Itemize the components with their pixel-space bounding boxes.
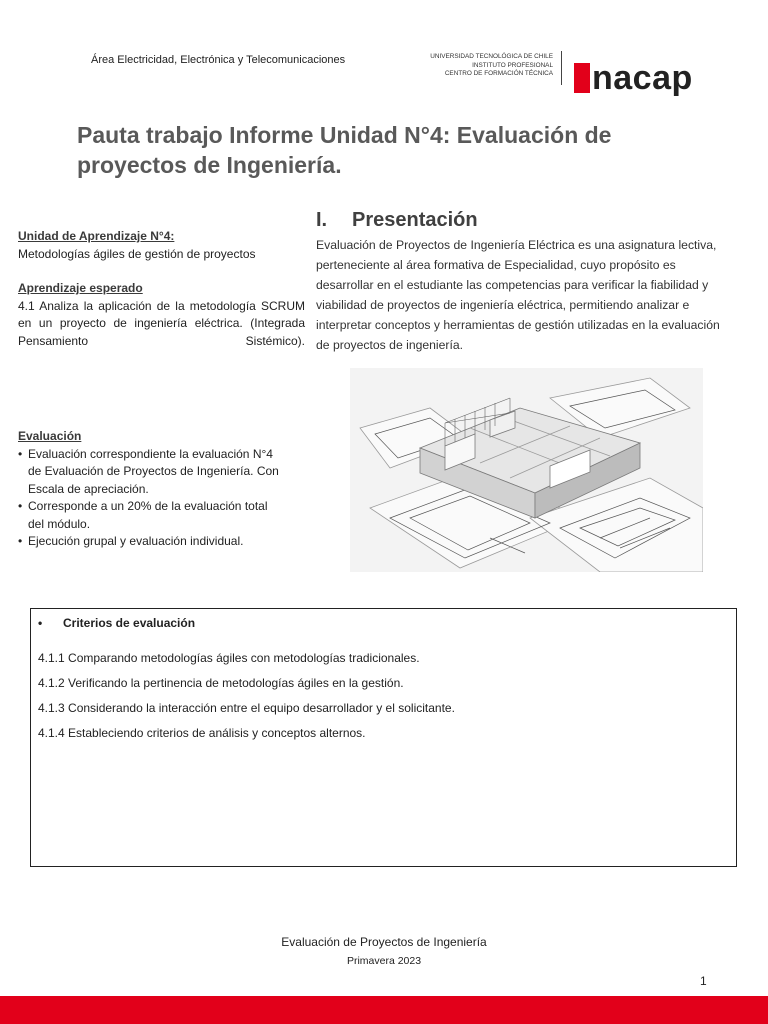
evaluation-section — [18, 428, 280, 551]
learning-text-line-2: en un proyecto de ingeniería eléctrica. (Integrada — [18, 316, 305, 330]
page-title: Pauta trabajo Informe Unidad N°4: Evaluación de proyectos de Ingeniería. — [77, 122, 612, 178]
evaluation-item: • Evaluación correspondiente la evaluación N°4 de Evaluación de Proyectos de Ingeniería. Con Escala de apreciación. — [18, 446, 279, 496]
presentation-text: Evaluación de Proyectos de Ingeniería Eléctrica es una asignatura lectiva, perteneciente al área formativa de Especialidad, cuyo propósito es desarrollar en el estudiante las competencias para verificar la fiabilidad y viabilidad de proyectos de ingeniería eléctrica, permitiendo analizar e interpretar conceptos y herramientas de gestión utilizadas en la evaluación de proyectos de ingeniería. — [316, 238, 720, 352]
footer-term: Primavera 2023 — [346, 955, 422, 967]
footer-red-bar — [0, 996, 768, 1024]
section-title: Presentación — [352, 209, 478, 231]
bullet-icon: • — [38, 616, 43, 630]
evaluation-list — [18, 446, 280, 551]
bullet-icon: • — [18, 499, 23, 513]
learning-text-line-3: Pensamiento Sistémico). — [18, 333, 305, 348]
criteria-heading: • Criterios de evaluación — [38, 616, 196, 630]
criteria-item: 4.1.1 Comparando metodologías ágiles con metodologías tradicionales. — [38, 651, 420, 665]
footer-course-name: Evaluación de Proyectos de Ingeniería — [281, 935, 487, 949]
logo-red-block — [574, 63, 590, 93]
evaluation-item: • Ejecución grupal y evaluación individual. — [18, 533, 280, 551]
institution-names — [400, 53, 553, 79]
evaluation-item: • Corresponde a un 20% de la evaluación total del módulo. — [18, 499, 268, 531]
bullet-icon: • — [18, 446, 23, 461]
inacap-logo — [574, 57, 693, 97]
header-divider — [561, 51, 562, 85]
bullet-icon: • — [18, 534, 23, 548]
page-number: 1 — [700, 974, 707, 988]
criteria-item: 4.1.4 Estableciendo criterios de análisis y conceptos alternos. — [38, 726, 366, 740]
learning-heading: Aprendizaje esperado — [18, 281, 143, 295]
institution-line-3: CENTRO DE FORMACIÓN TÉCNICA — [444, 70, 553, 77]
learning-section — [18, 280, 305, 350]
header-area-label: Área Electricidad, Electrónica y Telecomunicaciones — [91, 54, 346, 66]
house-blueprint-image — [350, 368, 703, 572]
institution-line-1: UNIVERSIDAD TECNOLÓGICA DE CHILE — [430, 53, 553, 60]
house-blueprint-illustration — [350, 368, 703, 572]
unit-text: Metodologías ágiles de gestión de proyectos — [18, 246, 256, 261]
criteria-item: 4.1.3 Considerando la interacción entre el equipo desarrollador y el solicitante. — [38, 701, 455, 715]
presentation-heading — [316, 209, 478, 232]
criteria-item: 4.1.2 Verificando la pertinencia de metodologías ágiles en la gestión. — [38, 676, 404, 690]
section-number: I. — [316, 209, 328, 231]
evaluation-heading: Evaluación — [18, 429, 82, 443]
learning-text-line-1: 4.1 Analiza la aplicación de la metodología SCRUM — [18, 298, 305, 313]
unit-section — [18, 228, 305, 263]
institution-line-2: INSTITUTO PROFESIONAL — [472, 61, 553, 69]
logo-wordmark: nacap — [592, 59, 693, 97]
unit-heading: Unidad de Aprendizaje N°4: — [18, 229, 175, 243]
